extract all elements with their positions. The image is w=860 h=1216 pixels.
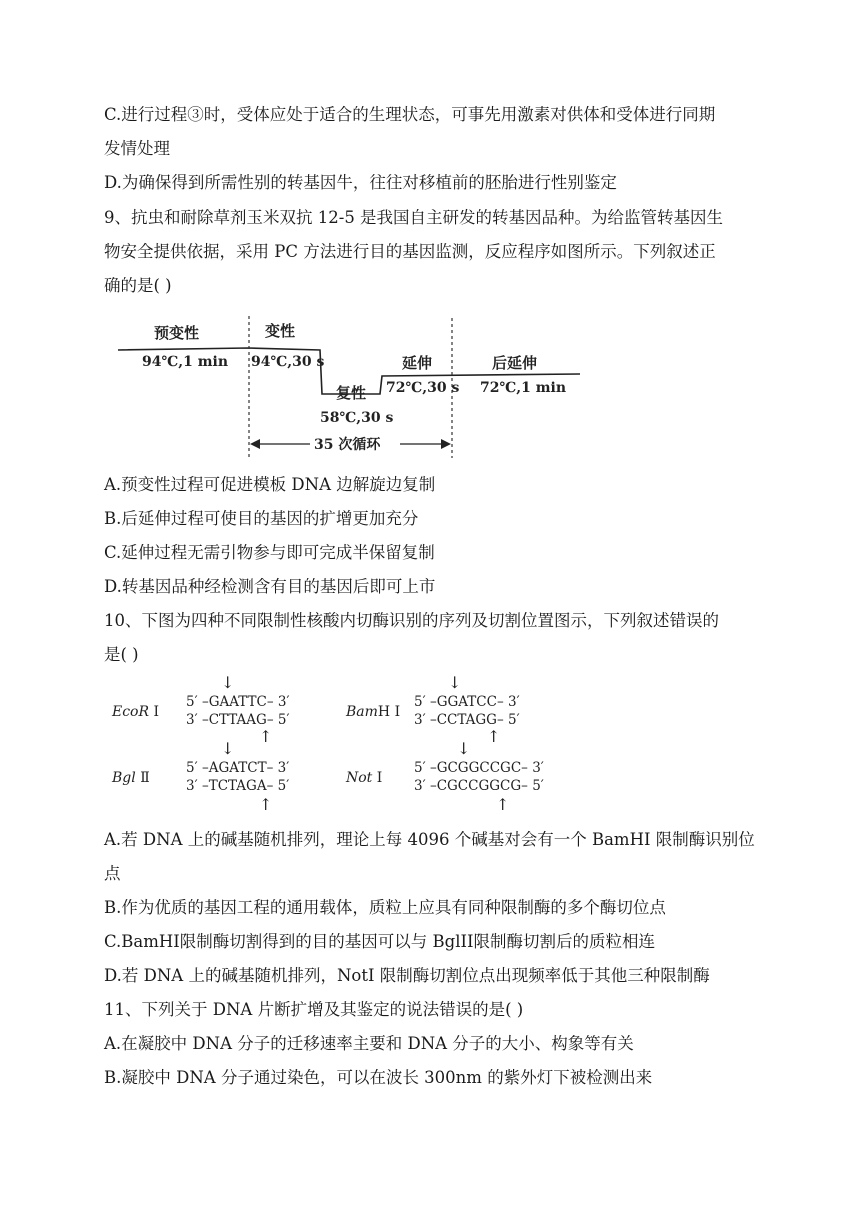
ecori-bottom-arrow: ↑ <box>259 727 273 746</box>
noti-top-arrow: ↓ <box>457 739 471 758</box>
bamhi-label: BamH Ⅰ <box>346 704 401 720</box>
ecori-top-strand: 5′ –GAATTC– 3′ <box>186 694 290 710</box>
bamhi-top-arrow: ↓ <box>448 673 462 692</box>
q10-option-d: D.若 DNA 上的碱基随机排列，NotI 限制酶切割位点出现频率低于其他三种限制酶 <box>104 966 710 985</box>
q10-stem-line2: 是( ) <box>104 645 139 664</box>
noti-bottom-arrow: ↑ <box>496 795 510 814</box>
q11-option-a: A.在凝胶中 DNA 分子的迁移速率主要和 DNA 分子的大小、构象等有关 <box>104 1034 634 1053</box>
stage-predenature-cond: 94℃,1 min <box>142 354 229 370</box>
q8-option-c-line1: C.进行过程③时，受体应处于适合的生理状态，可事先用激素对供体和受体进行同期 <box>104 105 716 124</box>
ecori-label: EcoR Ⅰ <box>112 704 160 720</box>
bglii-top-strand: 5′ –AGATCT– 3′ <box>186 760 290 776</box>
ecori-top-arrow: ↓ <box>221 673 235 692</box>
bglii-label: Bgl Ⅱ <box>112 770 150 786</box>
restriction-enzyme-sites-figure <box>108 670 568 818</box>
cycles-arrow-right-head <box>441 439 451 449</box>
stage-denature-cond: 94℃,30 s <box>251 354 325 370</box>
q9-stem-line2: 物安全提供依据，采用 PC 方法进行目的基因监测，反应程序如图所示。下列叙述正 <box>104 242 716 261</box>
noti-bottom-strand: 3′ –CGCCGGCG– 5′ <box>414 778 544 794</box>
q9-stem-line1: 9、抗虫和耐除草剂玉米双抗 12-5 是我国自主研发的转基因品种。为给监管转基因生 <box>104 208 724 227</box>
stage-anneal-name: 复性 <box>336 384 367 402</box>
bglii-top-arrow: ↓ <box>221 739 235 758</box>
q8-option-d: D.为确保得到所需性别的转基因牛，往往对移植前的胚胎进行性别鉴定 <box>104 173 617 192</box>
bamhi-bottom-arrow: ↑ <box>487 727 501 746</box>
q9-option-a: A.预变性过程可促进模板 DNA 边解旋边复制 <box>104 475 436 494</box>
bamhi-top-strand: 5′ –GGATCC– 3′ <box>414 694 520 710</box>
bamhi-bottom-strand: 3′ –CCTAGG– 5′ <box>414 712 520 728</box>
q10-option-a-line2: 点 <box>104 864 121 883</box>
q8-option-c-line2: 发情处理 <box>104 139 170 158</box>
noti-label: Not Ⅰ <box>346 770 383 786</box>
stage-denature-name: 变性 <box>265 322 296 340</box>
cycles-label: 35 次循环 <box>314 437 381 453</box>
bglii-bottom-arrow: ↑ <box>259 795 273 814</box>
q11-option-b: B.凝胶中 DNA 分子通过染色，可以在波长 300nm 的紫外灯下被检测出来 <box>104 1068 653 1087</box>
pcr-program-diagram <box>110 310 590 462</box>
q10-stem-line1: 10、下图为四种不同限制性核酸内切酶识别的序列及切割位置图示，下列叙述错误的 <box>104 611 719 630</box>
q9-option-b: B.后延伸过程可使目的基因的扩增更加充分 <box>104 509 419 528</box>
stage-final-extend-name: 后延伸 <box>492 354 538 372</box>
cycles-arrow-left-head <box>250 439 260 449</box>
q9-stem-line3: 确的是( ) <box>104 276 172 295</box>
q11-stem: 11、下列关于 DNA 片断扩增及其鉴定的说法错误的是( ) <box>104 1000 524 1019</box>
q9-option-c: C.延伸过程无需引物参与即可完成半保留复制 <box>104 543 435 562</box>
q10-option-a-line1: A.若 DNA 上的碱基随机排列，理论上每 4096 个碱基对会有一个 BamHI 限制酶识别位 <box>104 830 755 849</box>
stage-final-extend-cond: 72℃,1 min <box>480 380 567 396</box>
q9-option-d: D.转基因品种经检测含有目的基因后即可上市 <box>104 577 436 596</box>
stage-anneal-cond: 58℃,30 s <box>320 410 394 426</box>
q10-option-b: B.作为优质的基因工程的通用载体，质粒上应具有同种限制酶的多个酶切位点 <box>104 898 666 917</box>
stage-extend-cond: 72℃,30 s <box>386 380 460 396</box>
bglii-bottom-strand: 3′ –TCTAGA– 5′ <box>186 778 290 794</box>
q10-option-c: C.BamHI限制酶切割得到的目的基因可以与 BglII限制酶切割后的质粒相连 <box>104 932 656 951</box>
noti-top-strand: 5′ –GCGGCCGC– 3′ <box>414 760 544 776</box>
ecori-bottom-strand: 3′ –CTTAAG– 5′ <box>186 712 290 728</box>
stage-extend-name: 延伸 <box>402 354 433 372</box>
stage-predenature-name: 预变性 <box>154 324 200 342</box>
